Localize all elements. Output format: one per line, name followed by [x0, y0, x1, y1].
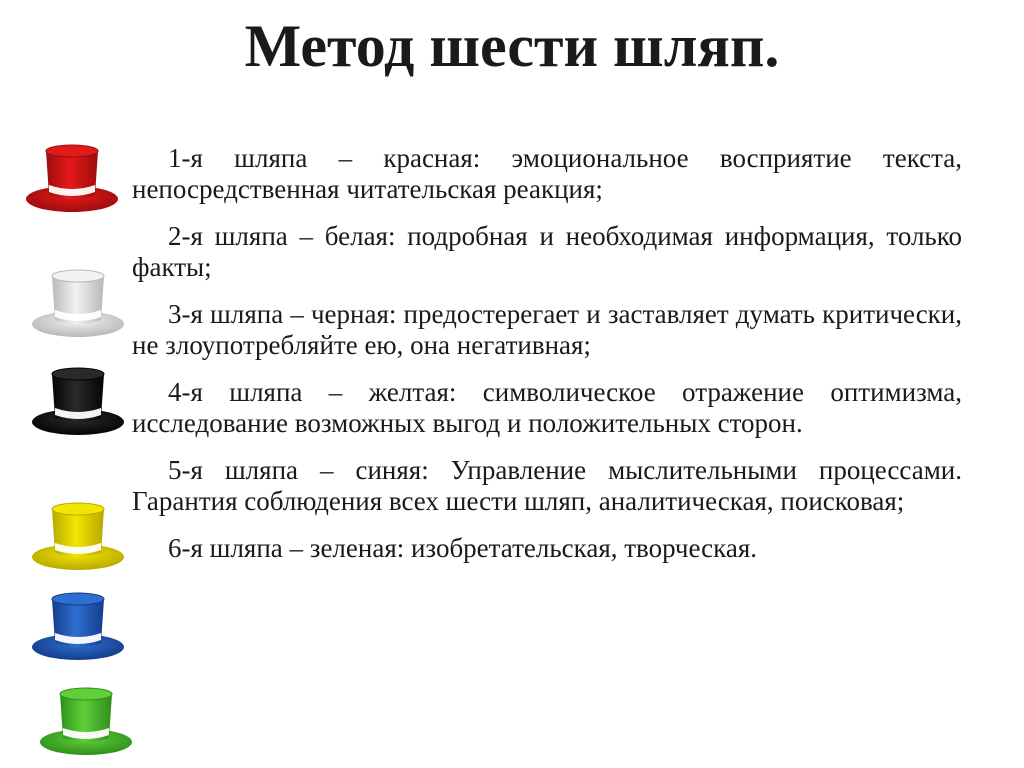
hat-column	[0, 0, 140, 768]
list-item: 1-я шляпа – красная: эмоциональное восприятие текста, непосредственная читательская реакция;	[132, 143, 962, 204]
white-hat-icon	[28, 262, 128, 342]
list-item: 4-я шляпа – желтая: символическое отражение оптимизма, исследование возможных выгод и положительных сторон.	[132, 377, 962, 438]
yellow-hat-icon	[28, 495, 128, 575]
hat-list	[132, 143, 962, 580]
list-item: 2-я шляпа – белая: подробная и необходимая информация, только факты;	[132, 221, 962, 282]
list-item: 6-я шляпа – зеленая: изобретательская, творческая.	[168, 533, 758, 563]
black-hat-icon	[28, 360, 128, 440]
green-hat-icon	[36, 680, 136, 760]
list-item: 3-я шляпа – черная: предостерегает и заставляет думать критически, не злоупотребляйте ею, она негативная;	[132, 299, 962, 360]
page-title: Метод шести шляп.	[244, 13, 780, 79]
red-hat-icon	[22, 137, 122, 217]
blue-hat-icon	[28, 585, 128, 665]
list-item: 5-я шляпа – синяя: Управление мыслительными процессами. Гарантия соблюдения всех шести шляп, аналитическая, поисковая;	[132, 455, 962, 516]
